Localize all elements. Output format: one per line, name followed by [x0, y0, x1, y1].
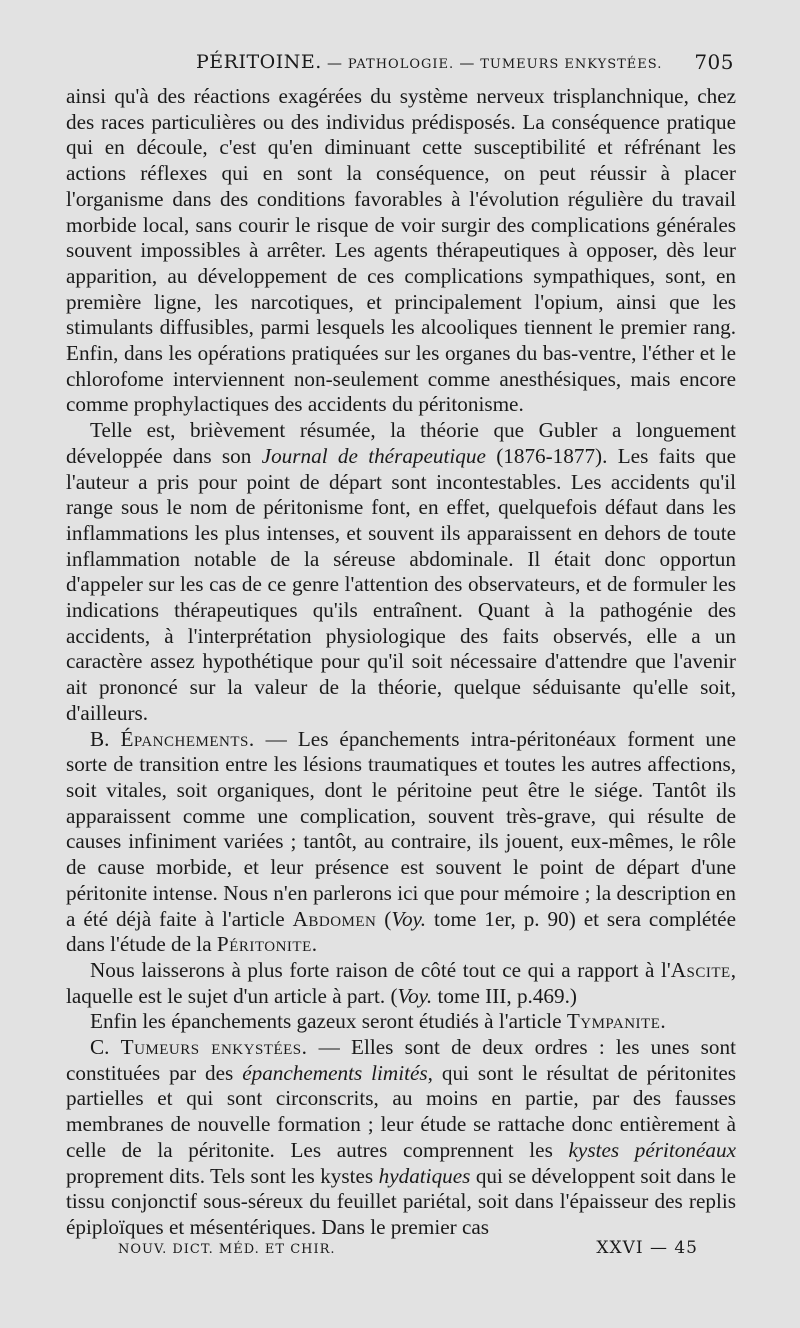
italic-text: kystes péritonéaux	[568, 1137, 736, 1162]
paragraph	[66, 1009, 736, 1035]
footer-signature: NOUV. DICT. MÉD. ET CHIR.	[118, 1242, 336, 1257]
running-head-section: PATHOLOGIE.	[347, 57, 455, 72]
paragraph	[66, 84, 736, 418]
small-caps-text: Péritonite.	[216, 932, 318, 957]
text-run: Enfin les épanchements gazeux seront étudiés à l'article	[90, 1009, 567, 1034]
text-run: B.	[90, 726, 121, 751]
paragraph	[66, 418, 736, 726]
italic-text: Voy.	[397, 983, 433, 1008]
page-footer	[118, 1238, 698, 1262]
text-run: Telle est, brièvement résumée, la théorie que Gubler a longuement développée dans son	[66, 418, 736, 468]
text-run: (	[376, 906, 392, 931]
italic-text: hydatiques	[378, 1163, 471, 1188]
small-caps-text: Tympanite.	[566, 1009, 667, 1034]
text-run: tome 1er, p. 90) et sera complétée dans l'étude de la	[66, 906, 736, 957]
paragraph	[66, 1035, 736, 1241]
paragraph	[66, 958, 736, 1009]
body-text	[66, 84, 736, 1241]
running-head	[196, 44, 662, 83]
paragraph	[66, 727, 736, 958]
running-head-main: PÉRITOINE.	[196, 51, 322, 73]
italic-text: épanchements limités	[242, 1060, 428, 1085]
footer-sheet-number: XXVI — 45	[596, 1238, 698, 1258]
text-run: qui se développent soit dans le tissu conjonctif sous-séreux du feuillet pariétal, soit dans l'épaisseur des replis épiploïques et mésentériques. Dans le premier cas	[66, 1163, 737, 1239]
page-number: 705	[694, 50, 734, 74]
small-caps-text: Tumeurs enkystées.	[120, 1035, 308, 1060]
text-run: (1876-1877). Les faits que l'auteur a pris pour point de départ sont incontestables. Les accidents qu'il range sous le nom de péritonisme font, en effet, quelquefois défaut dans les inflammations les plus intenses, et souvent ils apparaissent en dehors de toute inflammation notable de la séreuse abdominale. Il était donc opportun d'appeler sur les cas de ce genre l'attention des observateurs, et de formuler les indications thérapeutiques qu'ils entraînent. Quant à la pathogénie des accidents, à l'interprétation physiologique des faits observés, elle a un caractère assez hypothétique pour qu'il soit nécessaire d'attendre que l'avenir ait prononcé sur la valeur de la théorie, quelque séduisante qu'elle soit, d'ailleurs.	[66, 443, 737, 725]
text-run: — Elles sont de deux ordres : les unes sont constituées par des	[66, 1035, 736, 1085]
text-run: — Les épanchements intra-péritonéaux forment une sorte de transition entre les lésions traumatiques et toutes les autres affections, soit vitales, soit organiques, dont le péritoine peut être le siége. Tantôt ils apparaissent comme une complication, souvent très-grave, qui résulte de causes infiniment variées ; tantôt, au contraire, ils jouent, eux-mêmes, le rôle de cause morbide, et leur présence est souvent le point de départ d'une péritonite intense. Nous n'en parlerons ici que pour mémoire ; la description en a été déjà faite à l'article	[66, 726, 736, 931]
small-caps-text: Épanchements.	[120, 726, 255, 751]
italic-text: Voy.	[391, 906, 427, 931]
text-run: ainsi qu'à des réactions exagérées du système nerveux trisplanchnique, chez des races particulières ou des individus prédisposés. La conséquence pratique qui en découle, c'est qu'en diminuant cette susceptibilité et réfrénant les actions réflexes qui en sont la conséquence, on peut réussir à placer l'organisme dans des conditions favorables à l'évolution régulière du travail morbide local, sans courir le risque de voir surgir des complications générales souvent impossibles à arrêter. Les agents thérapeutiques à opposer, dès leur apparition, au développement de ces complications sympathiques, sont, en première ligne, les narcotiques, et principalement l'opium, ainsi que les stimulants diffusibles, parmi lesquels les alcooliques tiennent le premier rang. Enfin, dans les opérations pratiquées sur les organes du bas-ventre, l'éther et le chlorofome interviennent non-seulement comme anesthésiques, mais encore comme prophylactiques des accidents du péritonisme.	[66, 84, 736, 417]
running-header	[66, 44, 736, 80]
small-caps-text: Ascite	[670, 957, 731, 982]
text-run: Nous laisserons à plus forte raison de côté tout ce qui a rapport à l'	[90, 957, 671, 982]
text-run: , qui sont le résultat de péritonites partielles et qui sont circonscrits, au moins en partie, par des fausses membranes de nouvelle formation ; leur étude se rattache donc entièrement à celle de la péritonite. Les autres comprennent les	[66, 1060, 736, 1162]
running-head-separator: —	[454, 54, 481, 72]
running-head-subsection: TUMEURS ENKYSTÉES.	[480, 57, 663, 72]
text-run: , laquelle est le sujet d'un article à part. (	[66, 957, 736, 1008]
text-run: tome III, p.469.)	[432, 983, 577, 1008]
small-caps-text: Abdomen	[292, 906, 377, 931]
italic-text: Journal de thérapeutique	[261, 443, 486, 468]
text-run: C.	[90, 1035, 121, 1060]
text-run: proprement dits. Tels sont les kystes	[66, 1163, 379, 1188]
running-head-separator: —	[321, 54, 348, 72]
